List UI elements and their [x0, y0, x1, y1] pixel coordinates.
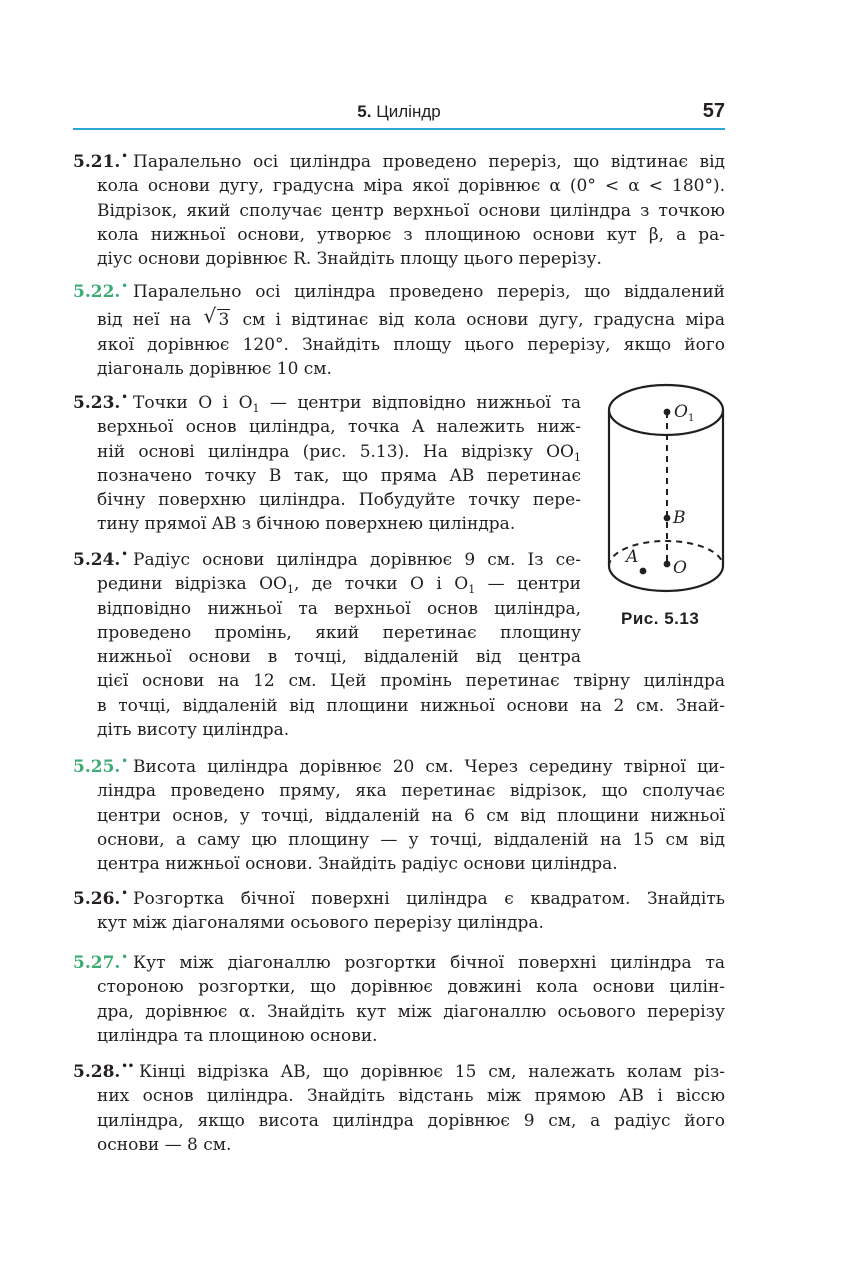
problem-5-22 — [73, 280, 725, 381]
text-line: ній основі циліндра (рис. 5.13). На відрізку $OO_1$ — [97, 441, 581, 464]
text-line: циліндра, якщо висота циліндра дорівнює 9 см, а радіус його — [97, 1110, 725, 1131]
text-line: Радіус основи циліндра дорівнює 9 см. Із се- — [133, 550, 581, 570]
text-line: редини відрізка $OO_1$, де точки O і $O_1$ — центри — [97, 574, 581, 597]
section-name: Циліндр — [376, 102, 441, 121]
text-line: нижньої основи в точці, віддаленій від центра — [97, 647, 581, 668]
text-line: центра нижньої основи. Знайдіть радіус основи циліндра. — [97, 854, 618, 875]
text-line: циліндра та площиною основи. — [97, 1025, 378, 1046]
point-a — [640, 568, 647, 575]
label-o: O — [673, 558, 687, 578]
section-title — [73, 102, 725, 122]
problem-5-25 — [73, 755, 725, 876]
figure-caption: Рис. 5.13 — [621, 609, 700, 628]
text-line: Паралельно осі циліндра проведено переріз, що відтинає від — [133, 152, 725, 172]
cylinder-figure — [596, 380, 736, 600]
label-b: B — [673, 508, 686, 528]
text-line: Кут між діагоналлю розгортки бічної поверхні циліндра та — [133, 953, 725, 973]
text-line: Точки O і $O_1$ — центри відповідно нижньої та — [133, 393, 582, 415]
text-line: тину прямої AB з бічною поверхнею циліндра. — [97, 514, 516, 535]
text-line: якої дорівнює 120°. Знайдіть площу цього перерізу, якщо його — [97, 334, 725, 355]
text-line: проведено промінь, який перетинає площину — [97, 622, 581, 643]
text-line: бічну поверхню циліндра. Побудуйте точку пере- — [97, 490, 581, 511]
text-line: Відрізок, який сполучає центр верхньої основи циліндра з точкою — [97, 200, 725, 221]
problem-number: 5.26.• — [73, 888, 128, 909]
text-line: Розгортка бічної поверхні циліндра є квадратом. Знайдіть — [133, 889, 725, 909]
point-o1 — [664, 409, 671, 416]
text-line: позначено точку B так, що пряма AB перетинає — [97, 465, 581, 486]
point-b — [664, 515, 671, 522]
text-line: кола основи дугу, градусна міра якої дорівнює α (0° < α < 180°). — [97, 176, 725, 197]
page-number: 57 — [702, 100, 725, 122]
text-line: кола нижньої основи, утворює з площиною основи кут β, а ра- — [97, 224, 725, 245]
text-line: стороною розгортки, що дорівнює довжині кола основи цилін- — [97, 977, 725, 998]
problem-number: 5.21.• — [73, 151, 128, 172]
text-line: основи, а саму цю площину — у точці, віддаленій на 15 см від — [97, 829, 725, 850]
text-line: кут між діагоналями осьового перерізу циліндра. — [97, 913, 544, 934]
text-line: цієї основи на 12 см. Цей промінь перетинає твірну циліндра — [97, 671, 725, 692]
text-line: Паралельно осі циліндра проведено переріз, що віддалений — [133, 282, 725, 302]
point-o — [664, 561, 671, 568]
running-header — [73, 98, 725, 130]
text-line: діть висоту циліндра. — [97, 720, 290, 741]
text-line: верхньої основ циліндра, точка A належить ниж- — [97, 417, 581, 438]
problem-5-26 — [73, 887, 725, 936]
text-line: діагональ дорівнює 10 см. — [97, 358, 332, 379]
label-o1: $O_1$ — [674, 402, 695, 424]
problem-number: 5.28.•• — [73, 1061, 135, 1082]
text-line: них основ циліндра. Знайдіть відстань між прямою AB і віссю — [97, 1086, 725, 1107]
text-line: Висота циліндра дорівнює 20 см. Через середину твірної ци- — [133, 757, 725, 777]
text-line: центри основ, у точці, віддаленій на 6 см від площини нижньої — [97, 805, 725, 826]
sqrt-expression: √ 3 — [203, 304, 230, 331]
text-line: основи — 8 см. — [97, 1134, 232, 1155]
problem-number: 5.25.• — [73, 756, 128, 777]
text-line: дра, дорівнює α. Знайдіть кут між діагоналлю осьового перерізу — [97, 1001, 725, 1022]
problem-number: 5.23.• — [73, 392, 128, 413]
bottom-base-front-arc — [609, 566, 723, 591]
problem-number: 5.27.• — [73, 952, 128, 973]
problem-5-27 — [73, 951, 725, 1048]
text-line: відповідно нижньої та верхньої основ циліндра, — [97, 598, 581, 619]
label-a: A — [626, 547, 639, 567]
problem-5-23 — [73, 391, 581, 537]
problem-number: 5.22.• — [73, 281, 128, 302]
problem-5-28 — [73, 1060, 725, 1157]
text-line: в точці, віддаленій від площини нижньої основи на 2 см. Знай- — [97, 695, 725, 716]
section-number: 5. — [357, 102, 372, 121]
text-line: діус основи дорівнює R. Знайдіть площу цього перерізу. — [97, 249, 602, 270]
text-line: від неї на √ 3 см і відтинає від кола основи дугу, градусна міра — [73, 308, 725, 332]
text-line: Кінці відрізка AB, що дорівнює 15 см, належать колам різ- — [139, 1062, 725, 1082]
problem-number: 5.24.• — [73, 549, 128, 570]
problem-5-21 — [73, 150, 725, 271]
text-line: ліндра проведено пряму, яка перетинає відрізок, що сполучає — [97, 781, 725, 802]
